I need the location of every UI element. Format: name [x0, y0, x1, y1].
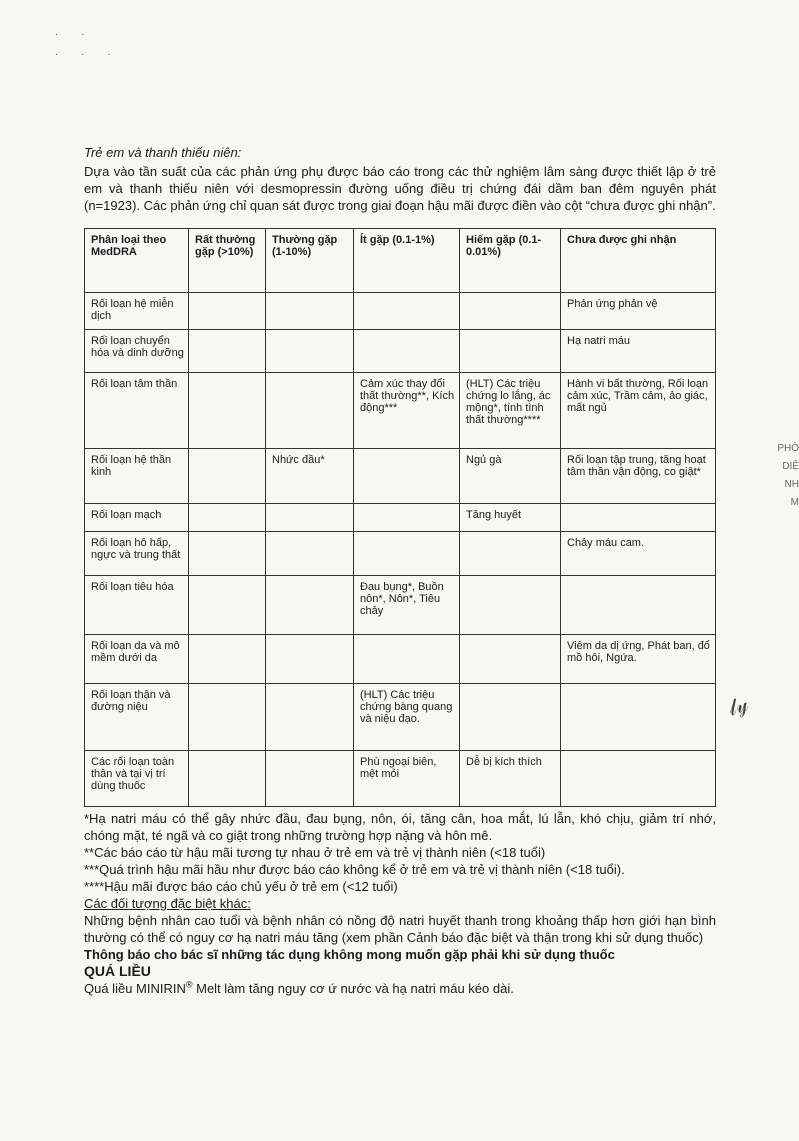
table-row	[85, 635, 716, 684]
header-cell: Rất thường gặp (>10%)	[189, 229, 266, 293]
overdose-text	[84, 980, 716, 997]
header-cell: Phân loại theo MedDRA	[85, 229, 189, 293]
table-cell	[354, 532, 460, 576]
table-cell	[266, 751, 354, 807]
table-cell: Phù ngoại biên, mệt mỏi	[354, 751, 460, 807]
table-cell: Rối loạn da và mô mềm dưới da	[85, 635, 189, 684]
table-cell	[354, 330, 460, 373]
handwritten-mark: 𝓁𝓎	[724, 690, 752, 721]
table-cell: Rối loạn chuyển hóa và dinh dưỡng	[85, 330, 189, 373]
overdose-title: QUÁ LIỀU	[84, 963, 151, 979]
table-cell: (HLT) Các triệu chứng lo lắng, ác mộng*, tính tình thất thường****	[460, 373, 561, 449]
table-cell: Rối loạn hệ thần kinh	[85, 449, 189, 504]
table-cell	[460, 330, 561, 373]
table-cell	[460, 635, 561, 684]
table-cell	[189, 684, 266, 751]
table-row	[85, 751, 716, 807]
overdose-text-start: Quá liều MINIRIN	[84, 981, 186, 996]
section-title: Trẻ em và thanh thiếu niên:	[84, 145, 242, 160]
table-cell: Nhức đầu*	[266, 449, 354, 504]
table-cell	[354, 449, 460, 504]
table-cell: Tăng huyết	[460, 504, 561, 532]
table-cell	[189, 576, 266, 635]
table-row	[85, 504, 716, 532]
table-cell: Các rối loạn toàn thân và tại vị trí dùng thuốc	[85, 751, 189, 807]
table-cell: Viêm da dị ứng, Phát ban, đổ mồ hôi, Ngứa.	[561, 635, 716, 684]
report-notice: Thông báo cho bác sĩ những tác dụng không mong muốn gặp phải khi sử dụng thuốc	[84, 947, 615, 962]
footnote: ****Hậu mãi được báo cáo chủ yếu ở trẻ em (<12 tuổi)	[84, 879, 398, 894]
table-cell	[266, 576, 354, 635]
footnote: *Hạ natri máu có thể gây nhức đầu, đau bụng, nôn, ói, tăng cân, hoa mắt, lú lẫn, khó chịu, giảm trí nhớ, chóng mặt, té ngã và co giật trong những trường hợp nặng và hôn mê.	[84, 811, 716, 843]
table-cell	[189, 504, 266, 532]
stamp-text: NH	[784, 479, 799, 490]
table-cell: Rối loạn tiêu hóa	[85, 576, 189, 635]
table-cell	[266, 532, 354, 576]
table-cell	[189, 293, 266, 330]
header-cell: Thường gặp (1-10%)	[266, 229, 354, 293]
header-cell: Chưa được ghi nhận	[561, 229, 716, 293]
table-cell	[460, 293, 561, 330]
stamp-text: DIỆ	[782, 461, 799, 472]
table-row	[85, 532, 716, 576]
document-content	[84, 144, 716, 997]
table-cell	[460, 684, 561, 751]
footnote: ***Quá trình hậu mãi hầu như được báo cáo không kể ở trẻ em và trẻ vị thành niên (<18 tuổi).	[84, 862, 625, 877]
table-cell	[354, 504, 460, 532]
table-cell	[189, 330, 266, 373]
table-cell	[354, 635, 460, 684]
table-cell	[561, 576, 716, 635]
table-cell: Rối loạn thận và đường niệu	[85, 684, 189, 751]
table-cell: Phản ứng phản vệ	[561, 293, 716, 330]
table-cell: Rối loạn tập trung, tăng hoạt tâm thần vận động, co giật*	[561, 449, 716, 504]
table-cell	[266, 684, 354, 751]
stamp-text: M	[790, 497, 799, 508]
table-cell	[189, 751, 266, 807]
table-cell	[460, 532, 561, 576]
table-cell: Hành vi bất thường, Rối loạn cảm xúc, Trầm cảm, ảo giác, mất ngủ	[561, 373, 716, 449]
table-cell	[189, 449, 266, 504]
table-cell	[266, 293, 354, 330]
table-cell: Ngủ gà	[460, 449, 561, 504]
table-cell	[266, 373, 354, 449]
table-cell: Rối loạn tâm thần	[85, 373, 189, 449]
table-cell	[266, 504, 354, 532]
special-populations-text: Những bệnh nhân cao tuổi và bệnh nhân có nồng độ natri huyết thanh trong khoảng thấp hơn giới hạn bình thường có thể có nguy cơ hạ natri máu tăng (xem phần Cảnh báo đặc biệt và thận trong khi sử dụng thuốc)	[84, 913, 716, 945]
table-cell	[266, 635, 354, 684]
table-cell: Rối loạn mạch	[85, 504, 189, 532]
scan-artifact-dots: · · · · ·	[55, 29, 121, 60]
table-row	[85, 576, 716, 635]
table-cell	[189, 635, 266, 684]
footnotes	[84, 810, 716, 997]
table-cell: (HLT) Các triệu chứng bàng quang và niệu đạo.	[354, 684, 460, 751]
table-row	[85, 373, 716, 449]
table-cell	[561, 504, 716, 532]
table-row	[85, 293, 716, 330]
table-row	[85, 684, 716, 751]
table-row	[85, 449, 716, 504]
table-cell: Rối loạn hô hấp, ngực và trung thất	[85, 532, 189, 576]
stamp-edge-fragment	[777, 440, 799, 512]
registered-mark: ®	[185, 979, 193, 990]
table-cell	[266, 330, 354, 373]
special-populations-title: Các đối tượng đặc biệt khác:	[84, 896, 251, 911]
table-cell	[460, 576, 561, 635]
table-cell: Chảy máu cam.	[561, 532, 716, 576]
adverse-effects-table	[84, 228, 716, 807]
table-cell: Dễ bị kích thích	[460, 751, 561, 807]
table-row	[85, 330, 716, 373]
table-cell: Hạ natri máu	[561, 330, 716, 373]
table-cell	[561, 684, 716, 751]
table-cell: Đau bụng*, Buồn nôn*, Nôn*, Tiêu chảy	[354, 576, 460, 635]
stamp-text: PHÒ	[777, 443, 799, 454]
table-header-row	[85, 229, 716, 293]
footnote: **Các báo cáo từ hậu mãi tương tự nhau ở trẻ em và trẻ vị thành niên (<18 tuổi)	[84, 845, 546, 860]
table-cell	[354, 293, 460, 330]
table-cell	[189, 532, 266, 576]
intro-paragraph: Dựa vào tần suất của các phản ứng phụ được báo cáo trong các thử nghiệm lâm sàng được thiết lập ở trẻ em và thanh thiếu niên với desmopressin đường uống điều trị chứng đái dầm ban đêm nguyên phát (n=1923). Các phản ứng chỉ quan sát được trong giai đoạn hậu mãi được điền vào cột “chưa được ghi nhận”.	[84, 164, 716, 213]
header-cell: Hiếm gặp (0.1-0.01%)	[460, 229, 561, 293]
overdose-text-end: Melt làm tăng nguy cơ ứ nước và hạ natri máu kéo dài.	[192, 981, 514, 996]
table-cell: Rối loạn hệ miễn dịch	[85, 293, 189, 330]
table-cell	[561, 751, 716, 807]
table-cell	[189, 373, 266, 449]
table-cell: Cảm xúc thay đổi thất thường**, Kích động***	[354, 373, 460, 449]
header-cell: Ít gặp (0.1-1%)	[354, 229, 460, 293]
